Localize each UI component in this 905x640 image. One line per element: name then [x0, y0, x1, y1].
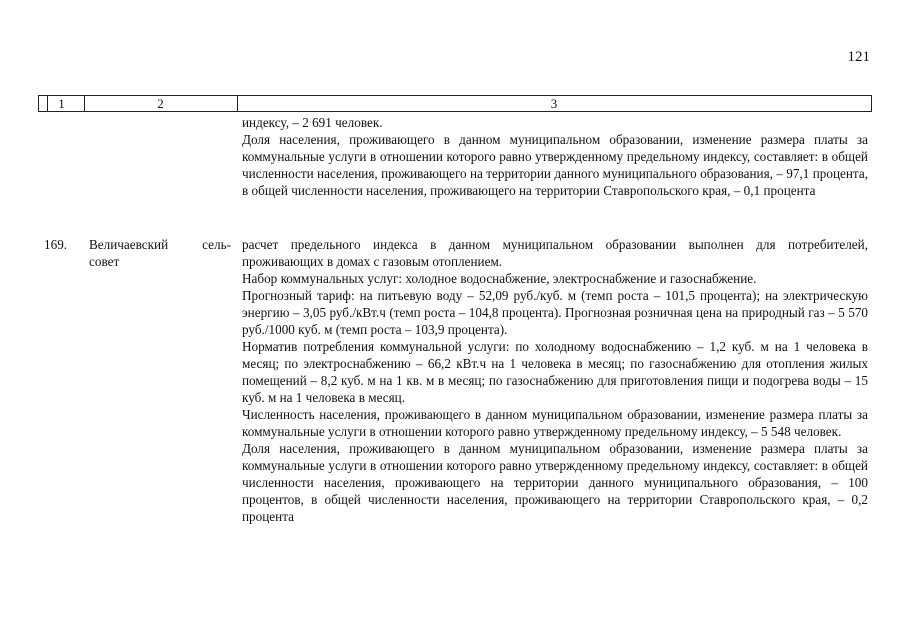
paragraph: индексу, – 2 691 человек.	[242, 115, 383, 130]
paragraph: расчет предельного индекса в данном муниципальном образовании выполнен для потребителей, проживающих в домах с газовым отоплением.	[242, 237, 868, 269]
entry-name	[89, 236, 231, 270]
table-header	[38, 95, 872, 112]
entry-name-part: сель-	[202, 237, 231, 252]
page-number: 121	[847, 49, 870, 65]
previous-entry-text	[242, 114, 868, 199]
header-col-2: 2	[84, 96, 238, 111]
entry-number: 169.	[44, 237, 68, 252]
paragraph: Доля населения, проживающего в данном муниципальном образовании, изменение размера платы за коммунальные услуги в отношении которого равно утвержденному предельному индексу, составляет: в общей численности населения, проживающего на территории данного муниципального образования, – 100 процентов, в общей численности населения, проживающего на территории Ставропольского края, – 0,2 процента	[242, 441, 868, 524]
paragraph: Прогнозный тариф: на питьевую воду – 52,09 руб./куб. м (темп роста – 101,5 процента); на электрическую энергию – 3,05 руб./кВт.ч (темп роста – 104,8 процента). Прогнозная розничная цена на природный газ – 5 570 руб./1000 куб. м (темп роста – 103,9 процента).	[242, 288, 868, 337]
entry-name-part: совет	[89, 254, 120, 269]
paragraph: Доля населения, проживающего в данном муниципальном образовании, изменение размера платы за коммунальные услуги в отношении которого равно утвержденному предельному индексу, составляет: в общей численности населения, проживающего на территории данного муниципального образования, – 97,1 процента, в общей численности населения, проживающего на территории Ставропольского края, – 0,1 процента	[242, 132, 868, 198]
paragraph: Норматив потребления коммунальной услуги: по холодному водоснабжению – 1,2 куб. м на 1 человека в месяц; по электроснабжению – 66,2 кВт.ч на 1 человека в месяц; по газоснабжению для отопления жилых помещений – 8,2 куб. м на 1 кв. м в месяц; по газоснабжению для приготовления пищи и подогрева воды – 15 куб. м на 1 человека в месяц.	[242, 339, 868, 405]
header-col-1: 1	[39, 96, 85, 111]
entry-name-part: Величаевский	[89, 237, 169, 252]
paragraph: Численность населения, проживающего в данном муниципальном образовании, изменение размера платы за коммунальные услуги в отношении которого равно утвержденному предельному индексу, – 5 548 человек.	[242, 407, 868, 439]
entry-text	[242, 236, 868, 525]
header-col-3: 3	[550, 96, 558, 111]
paragraph: Набор коммунальных услуг: холодное водоснабжение, электроснабжение и газоснабжение.	[242, 271, 757, 286]
